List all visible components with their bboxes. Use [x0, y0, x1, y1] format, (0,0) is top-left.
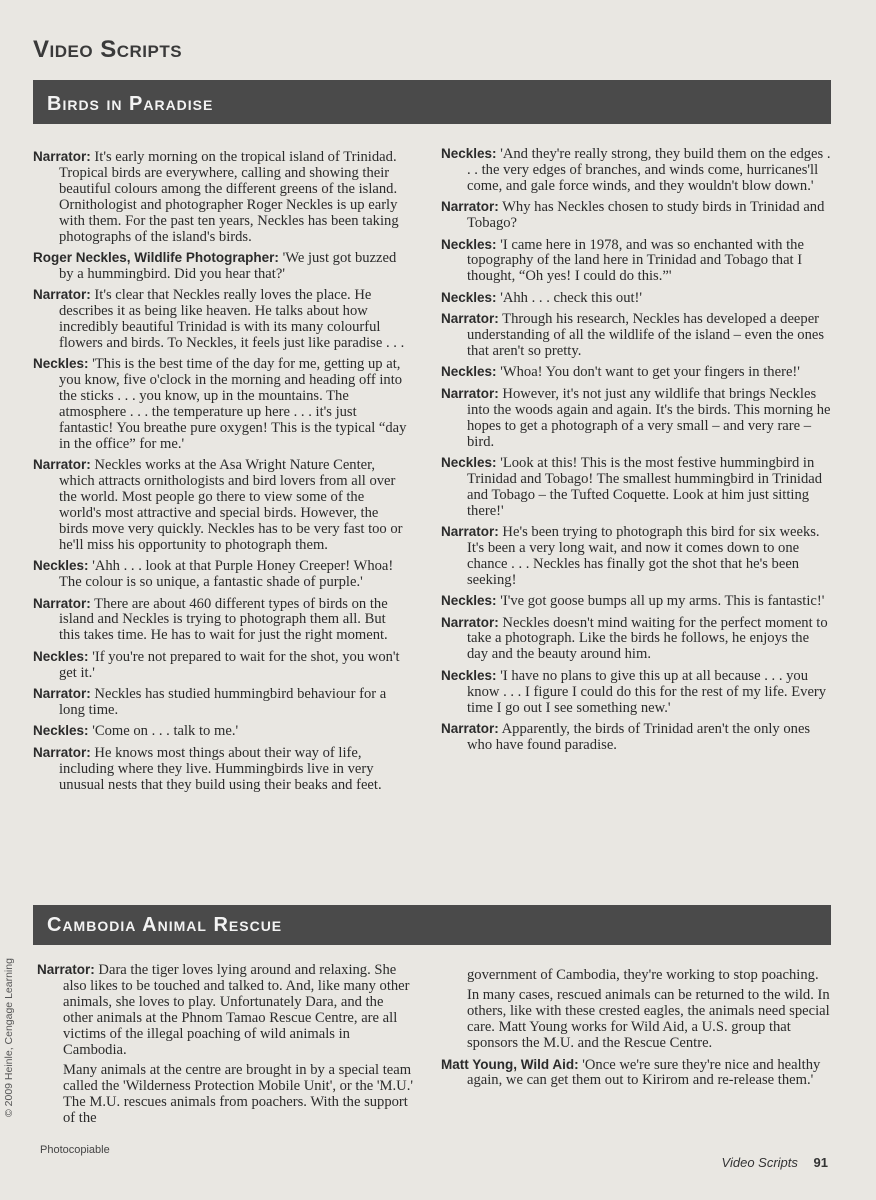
- photocopiable-note: Photocopiable: [40, 1144, 110, 1156]
- script-column-1: [33, 149, 409, 798]
- script-text: Neckles works at the Asa Wright Nature Center, which attracts ornithologists and bird lovers from all over the world. Most people go there to view some of the world's most attractive and special birds. However, the birds move very quickly. Neckles has to be very fast too or he'll miss his opportunity to photograph them.: [59, 457, 403, 553]
- script-paragraph: [33, 723, 409, 740]
- script-paragraph: [441, 290, 831, 307]
- page-title: Video Scripts: [33, 36, 183, 63]
- script-text: It's early morning on the tropical island of Trinidad. Tropical birds are everywhere, calling and showing their beautiful colours among the different greens of the island. Ornithologist and photographer Roger Neckles is up early with them. For the past ten years, Neckles has been taking photographs of the island's birds.: [59, 149, 399, 245]
- speaker-label: Neckles:: [441, 454, 497, 470]
- script-text: Why has Neckles chosen to study birds in Trinidad and Tobago?: [467, 199, 825, 232]
- speaker-label: Narrator:: [441, 614, 499, 630]
- script-text: 'Once we're sure they're nice and healthy again, we can get them out to Kirirom and re-release them.': [467, 1056, 821, 1089]
- speaker-label: Narrator:: [33, 287, 91, 303]
- script-paragraph: [33, 149, 409, 245]
- speaker-label: Narrator:: [33, 686, 91, 702]
- speaker-label: Narrator:: [33, 595, 91, 611]
- script-paragraph: [441, 968, 831, 984]
- script-text: 'Whoa! You don't want to get your fingers in there!': [500, 364, 800, 381]
- script-text: However, it's not just any wildlife that brings Neckles into the woods again and again. It's the birds. This morning he hopes to get a photograph of a very small – and very rare – bird.: [467, 385, 831, 450]
- script-paragraph: [37, 1063, 413, 1127]
- script-column-3: [37, 962, 413, 1131]
- script-paragraph: [441, 199, 831, 232]
- script-paragraph: [441, 146, 831, 195]
- speaker-label: Neckles:: [33, 648, 89, 664]
- speaker-label: Neckles:: [441, 146, 497, 161]
- script-text: 'I've got goose bumps all up my arms. This is fantastic!': [500, 593, 825, 610]
- script-text: In many cases, rescued animals can be returned to the wild. In others, like with these crested eagles, the animals need special care. Matt Young works for Wild Aid, a U.S. group that sponsors the M.U. and the Rescue Centre.: [467, 987, 830, 1052]
- script-paragraph: [441, 593, 831, 610]
- script-paragraph: [441, 721, 831, 754]
- script-column-4: [441, 968, 831, 1094]
- section-title: Cambodia Animal Rescue: [47, 914, 283, 936]
- script-text: Neckles doesn't mind waiting for the perfect moment to take a photograph. Like the birds he follows, he enjoys the day and the beauty around him.: [467, 614, 828, 663]
- speaker-label: Narrator:: [441, 721, 499, 736]
- script-text: There are about 460 different types of birds on the island and Neckles is trying to photograph them all. But this takes time. He has to wait for just the right moment.: [59, 595, 388, 644]
- page-footer: [722, 1155, 828, 1170]
- speaker-label: Narrator:: [441, 199, 499, 215]
- script-paragraph: [33, 745, 409, 794]
- script-text: 'We just got buzzed by a hummingbird. Did you hear that?': [59, 249, 397, 282]
- speaker-label: Narrator:: [33, 457, 91, 473]
- script-text: government of Cambodia, they're working to stop poaching.: [467, 967, 819, 983]
- script-text: 'Look at this! This is the most festive hummingbird in Trinidad and Tobago! The smallest hummingbird in Trinidad and Tobago – the Tufted Coquette. Look at him just sitting there!': [467, 454, 823, 519]
- speaker-label: Roger Neckles, Wildlife Photographer:: [33, 249, 279, 265]
- script-paragraph: [33, 596, 409, 645]
- script-text: 'This is the best time of the day for me, getting up at, you know, five o'clock in the morning and heading off into the sticks . . . you know, up in the mountains. The atmosphere . . . the temperature up here . . . it's just fantastic! You breathe pure oxygen! This is the typical “day in the office” for me.': [59, 356, 407, 452]
- script-paragraph: [441, 237, 831, 286]
- script-text: He knows most things about their way of life, including where they live. Hummingbirds live in very unusual nests that they build using their beaks and feet.: [59, 744, 382, 793]
- script-paragraph: [33, 457, 409, 553]
- script-paragraph: [441, 615, 831, 664]
- speaker-label: Neckles:: [441, 667, 497, 683]
- script-text: 'Ahh . . . check this out!': [500, 289, 643, 306]
- script-paragraph: [33, 356, 409, 452]
- script-paragraph: [441, 668, 831, 717]
- speaker-label: Narrator:: [33, 149, 91, 164]
- script-text: 'Ahh . . . look at that Purple Honey Creeper! Whoa! The colour is so unique, a fantastic shade of purple.': [59, 558, 394, 591]
- script-text: Neckles has studied hummingbird behaviour for a long time.: [59, 686, 387, 718]
- section-header-cambodia: [33, 905, 831, 945]
- script-paragraph: [37, 962, 413, 1058]
- script-paragraph: [33, 250, 409, 283]
- script-text: It's clear that Neckles really loves the place. He describes it as being like heaven. He talks about how incredibly beautiful Trinidad is with its many colourful flowers and birds. To Neckles, it feels just like paradise . . .: [59, 287, 405, 351]
- speaker-label: Neckles:: [441, 593, 497, 609]
- script-paragraph: [33, 558, 409, 591]
- section-header-birds: [33, 80, 831, 124]
- script-paragraph: [441, 386, 831, 451]
- speaker-label: Neckles:: [441, 236, 497, 252]
- script-text: 'I have no plans to give this up at all because . . . you know . . . I figure I could do this for the rest of my life. Every time I go out I see something new.': [467, 667, 827, 716]
- speaker-label: Neckles:: [33, 558, 89, 574]
- copyright-credit: © 2009 Heinle, Cengage Learning: [3, 958, 15, 1117]
- speaker-label: Neckles:: [33, 356, 89, 372]
- script-paragraph: [441, 311, 831, 360]
- script-paragraph: [33, 287, 409, 352]
- script-text: Dara the tiger loves lying around and relaxing. She also likes to be touched and talked to. And, like many other animals, she loves to play. Unfortunately Dara, and the other animals at the Phnom Tamao Rescue Centre, are all victims of the illegal poaching of wild animals in Cambodia.: [63, 962, 410, 1058]
- speaker-label: Narrator:: [37, 962, 95, 977]
- script-paragraph: [33, 649, 409, 682]
- script-text: 'If you're not prepared to wait for the shot, you won't get it.': [59, 648, 400, 681]
- script-text: 'And they're really strong, they build them on the edges . . . the very edges of branches, and winds come, hurricanes'll come, and gale force winds, and they wouldn't blow down.': [467, 146, 831, 194]
- speaker-label: Neckles:: [441, 364, 497, 380]
- speaker-label: Narrator:: [441, 385, 499, 401]
- speaker-label: Narrator:: [441, 311, 499, 327]
- script-text: 'I came here in 1978, and was so enchanted with the topography of the land here in Trinidad and Tobago that I thought, “Oh yes! I could do this.”': [467, 236, 804, 285]
- script-text: Apparently, the birds of Trinidad aren't the only ones who have found paradise.: [467, 721, 811, 753]
- script-paragraph: [441, 1057, 831, 1090]
- page-number: 91: [813, 1155, 828, 1170]
- script-column-2: [441, 146, 831, 758]
- script-text: Through his research, Neckles has developed a deeper understanding of all the wildlife of the island – even the ones that aren't so pretty.: [467, 311, 825, 359]
- script-paragraph: [441, 455, 831, 520]
- speaker-label: Narrator:: [441, 524, 499, 540]
- script-text: He's been trying to photograph this bird for six weeks. It's been a very long wait, and now it comes down to one chance . . . Neckles has finally got the shot that he's been seeking!: [467, 524, 820, 588]
- script-paragraph: [441, 364, 831, 381]
- script-text: 'Come on . . . talk to me.': [92, 723, 239, 740]
- speaker-label: Neckles:: [33, 723, 89, 739]
- speaker-label: Narrator:: [33, 744, 91, 760]
- script-text: Many animals at the centre are brought in by a special team called the 'Wilderness Protection Mobile Unit', or the 'M.U.' The M.U. rescues animals from poachers. With the support of the: [63, 1061, 413, 1126]
- section-title: Birds in Paradise: [47, 93, 214, 115]
- speaker-label: Neckles:: [441, 289, 497, 305]
- script-paragraph: [441, 524, 831, 589]
- script-paragraph: [441, 988, 831, 1052]
- speaker-label: Matt Young, Wild Aid:: [441, 1056, 579, 1072]
- script-paragraph: [33, 686, 409, 719]
- footer-section-label: Video Scripts: [721, 1155, 798, 1170]
